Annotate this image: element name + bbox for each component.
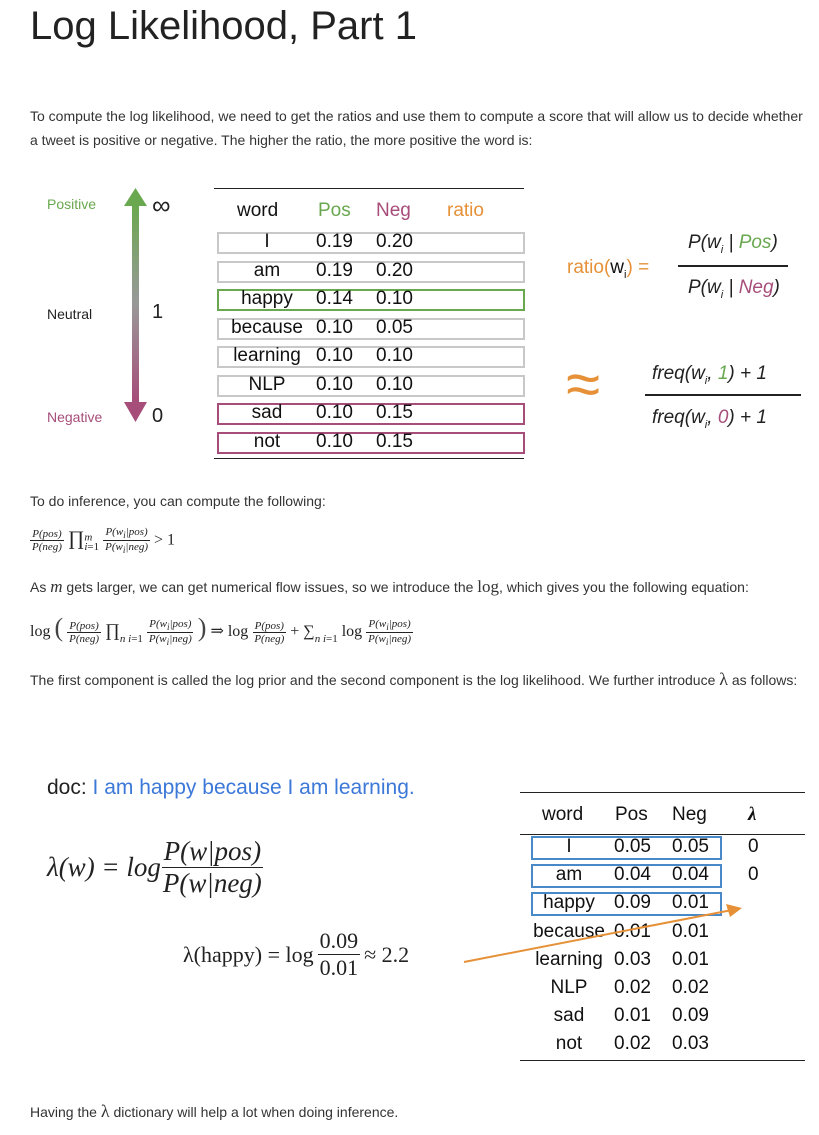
scale-negative-label: Negative	[47, 409, 103, 425]
table-cell-pos: 0.10	[316, 316, 353, 338]
t2-cell-word: am	[555, 864, 583, 886]
fn-sep: ,	[707, 363, 718, 384]
lambda-happy-result: ≈ 2.2	[364, 941, 410, 967]
header-neg: Neg	[376, 200, 411, 221]
t2-cell-pos: 0.01	[614, 920, 651, 942]
prior-lambda: λ	[719, 669, 728, 689]
den-close: )	[773, 277, 780, 298]
lambda-equation	[47, 836, 264, 899]
flow-log: log	[477, 577, 500, 596]
num-bar: |	[723, 232, 739, 253]
fn-post: ) + 1	[728, 363, 767, 384]
table-top-rule	[214, 188, 524, 189]
t2-header-pos: Pos	[615, 804, 648, 825]
table-cell-pos: 0.10	[316, 373, 353, 395]
fn-pre: freq(w	[652, 363, 705, 384]
doc-label: doc:	[47, 776, 93, 799]
fn-arg: 1	[717, 363, 729, 384]
likelihood-fraction: $\frac{P(w_i|pos)}{P(w_i|neg)}$	[105, 526, 148, 556]
t2-cell-neg: 0.09	[672, 1005, 709, 1027]
inference-text: To do inference, you can compute the following:	[30, 493, 326, 509]
intro-paragraph: To compute the log likelihood, we need to get the ratios and use them to compute a score that will allow us to decide whether a tweet is positive or negative. The higher the ratio, the more positive the word is:	[30, 108, 803, 148]
footer-lambda: λ	[100, 1101, 110, 1121]
flow-pre: As	[30, 579, 51, 595]
table-cell-word: I	[264, 231, 270, 252]
freq-denominator	[652, 407, 767, 431]
den-bar: |	[723, 277, 739, 298]
scale-gradient-arrow-icon	[116, 186, 156, 426]
inference-equation: $\frac{\text{P(pos)}}{\text{P(neg)}}$ ∏$^m_{i=1}$ $\frac{P(w_i|pos)}{P(w_i|neg)}$ > 1	[32, 526, 176, 556]
table-cell-word: NLP	[248, 373, 286, 395]
t2-cell-neg: 0.01	[672, 948, 709, 970]
t2-cell-word: happy	[543, 892, 595, 914]
t2-cell-word: I	[566, 836, 572, 857]
t2-header-neg: Neg	[672, 804, 707, 825]
num-close: )	[771, 232, 778, 253]
table-cell-word: am	[253, 259, 281, 281]
lambda-happy-num: 0.09	[319, 928, 359, 953]
scale-one: 1	[152, 301, 164, 323]
t2-cell-neg: 0.03	[672, 1033, 709, 1055]
fd-post: ) + 1	[728, 407, 767, 428]
t2-header-lambda: λ	[748, 804, 757, 825]
ratio-denominator	[688, 277, 780, 301]
freq-fraction-bar	[645, 394, 801, 396]
table-cell-neg: 0.10	[376, 288, 413, 309]
t2-top-rule	[520, 792, 805, 793]
t2-cell-pos: 0.02	[614, 1033, 651, 1055]
t2-header-word: word	[542, 804, 584, 825]
fd-sep: ,	[707, 407, 718, 428]
t2-cell-word: because	[533, 920, 605, 942]
fd-i: i	[704, 419, 708, 431]
table-cell-neg: 0.05	[376, 316, 413, 338]
table-cell-pos: 0.14	[316, 288, 353, 309]
fd-arg: 0	[717, 407, 729, 428]
table-cell-neg: 0.15	[376, 430, 413, 452]
lambda-den: P(w|neg)	[162, 868, 262, 898]
t2-cell-pos: 0.09	[614, 892, 651, 914]
scale-infinity: ∞	[152, 190, 171, 220]
t2-cell-neg: 0.01	[672, 920, 709, 942]
prior-pre: The first component is called the log prior and the second component is the log likelihood. We further introduce	[30, 672, 720, 688]
scale-positive-label: Positive	[47, 196, 97, 212]
header-word: word	[237, 200, 279, 221]
header-ratio: ratio	[447, 200, 484, 221]
ratio-lhs-text: ratio(	[567, 257, 611, 278]
num-p: P(w	[688, 232, 721, 253]
t2-cell-pos: 0.03	[614, 948, 651, 970]
lambda-arrow-icon	[460, 900, 750, 970]
t2-header-rule	[520, 834, 805, 835]
t2-cell-pos: 0.02	[614, 977, 651, 998]
table-cell-word: sad	[251, 402, 283, 423]
t2-cell-neg: 0.04	[672, 864, 709, 886]
log-equation: log ( $\frac{\text{P(pos)}}{\text{P(neg)}}$ $\prod_{n i=1}$ $\frac{P(w_i|pos)}{P(w_i|neg)}$ ) ⇒ log $\frac{\text{P(pos)}}{\text{P(neg)}}$ + $\sum_{n i=1}$ log $\frac{P(w_i|pos)}{P(w_i|neg)}$	[30, 613, 412, 648]
lambda-num: P(w|pos)	[163, 836, 262, 866]
table-cell-neg: 0.10	[376, 373, 413, 395]
t2-cell-lambda: 0	[748, 836, 759, 857]
den-p: P(w	[688, 277, 721, 298]
t2-cell-neg: 0.05	[672, 836, 709, 857]
table-cell-pos: 0.19	[316, 259, 353, 281]
prior-paragraph	[30, 667, 805, 692]
flow-paragraph	[30, 575, 805, 599]
t2-cell-word: sad	[553, 1005, 585, 1027]
num-pos: Pos	[738, 232, 772, 253]
t2-cell-pos: 0.05	[614, 836, 651, 857]
scale-zero: 0	[152, 405, 164, 427]
table-cell-word: because	[231, 316, 303, 338]
lambda-happy-den: 0.01	[319, 955, 359, 980]
ratio-close: ) =	[626, 257, 650, 278]
table-cell-pos: 0.19	[316, 231, 353, 252]
footer-paragraph	[30, 1099, 805, 1124]
t2-cell-neg: 0.02	[672, 977, 709, 998]
lambda-happy-lhs: λ(happy) = log	[183, 941, 314, 967]
table-cell-pos: 0.10	[316, 430, 353, 452]
prior-post: as follows:	[727, 672, 798, 688]
t2-bottom-rule	[520, 1060, 805, 1061]
flow-mid: gets larger, we can get numerical flow issues, so we introduce the	[62, 579, 478, 595]
table-cell-neg: 0.10	[376, 345, 413, 366]
table-cell-pos: 0.10	[316, 402, 353, 423]
table-cell-neg: 0.20	[376, 259, 413, 281]
ratio-numerator	[688, 232, 778, 256]
t2-cell-lambda: 0	[748, 864, 759, 886]
page-title: Log Likelihood, Part 1	[30, 4, 417, 48]
table-cell-word: happy	[241, 288, 293, 309]
lambda-lhs: λ(w) = log	[47, 852, 161, 882]
table-cell-neg: 0.20	[376, 231, 413, 252]
t2-cell-word: learning	[535, 948, 603, 970]
scale-neutral-label: Neutral	[47, 306, 93, 322]
table-bottom-rule	[214, 458, 524, 459]
doc-text: I am happy because I am learning.	[92, 776, 415, 799]
header-pos: Pos	[318, 200, 351, 221]
footer-pre: Having the	[30, 1104, 101, 1120]
den-neg: Neg	[738, 277, 774, 298]
den-i: i	[720, 289, 724, 301]
table-cell-word: not	[253, 430, 281, 452]
t2-cell-word: NLP	[550, 977, 588, 998]
prior-fraction: $\frac{\text{P(pos)}}{\text{P(neg)}}$	[32, 528, 62, 554]
approx-symbol: ≈	[566, 350, 601, 419]
flow-post: , which gives you the following equation:	[499, 579, 749, 595]
fn-i: i	[704, 375, 708, 387]
lambda-happy-equation	[183, 928, 409, 981]
doc-line	[47, 776, 415, 800]
freq-numerator	[652, 363, 767, 387]
t2-cell-word: not	[555, 1033, 583, 1055]
t2-cell-pos: 0.01	[614, 1005, 651, 1027]
ratio-w: w	[610, 257, 625, 278]
flow-m: m	[50, 577, 63, 596]
table-cell-word: learning	[233, 345, 301, 366]
footer-post: dictionary will help a lot when doing inference.	[109, 1104, 399, 1120]
ratio-i: i	[624, 269, 627, 281]
t2-cell-pos: 0.04	[614, 864, 651, 886]
ratio-lhs	[567, 257, 649, 281]
fd-pre: freq(w	[652, 407, 705, 428]
num-i: i	[720, 244, 724, 256]
t2-cell-neg: 0.01	[672, 892, 709, 914]
table-cell-pos: 0.10	[316, 345, 353, 366]
ratio-fraction-bar	[678, 265, 788, 267]
table-cell-neg: 0.15	[376, 402, 413, 423]
